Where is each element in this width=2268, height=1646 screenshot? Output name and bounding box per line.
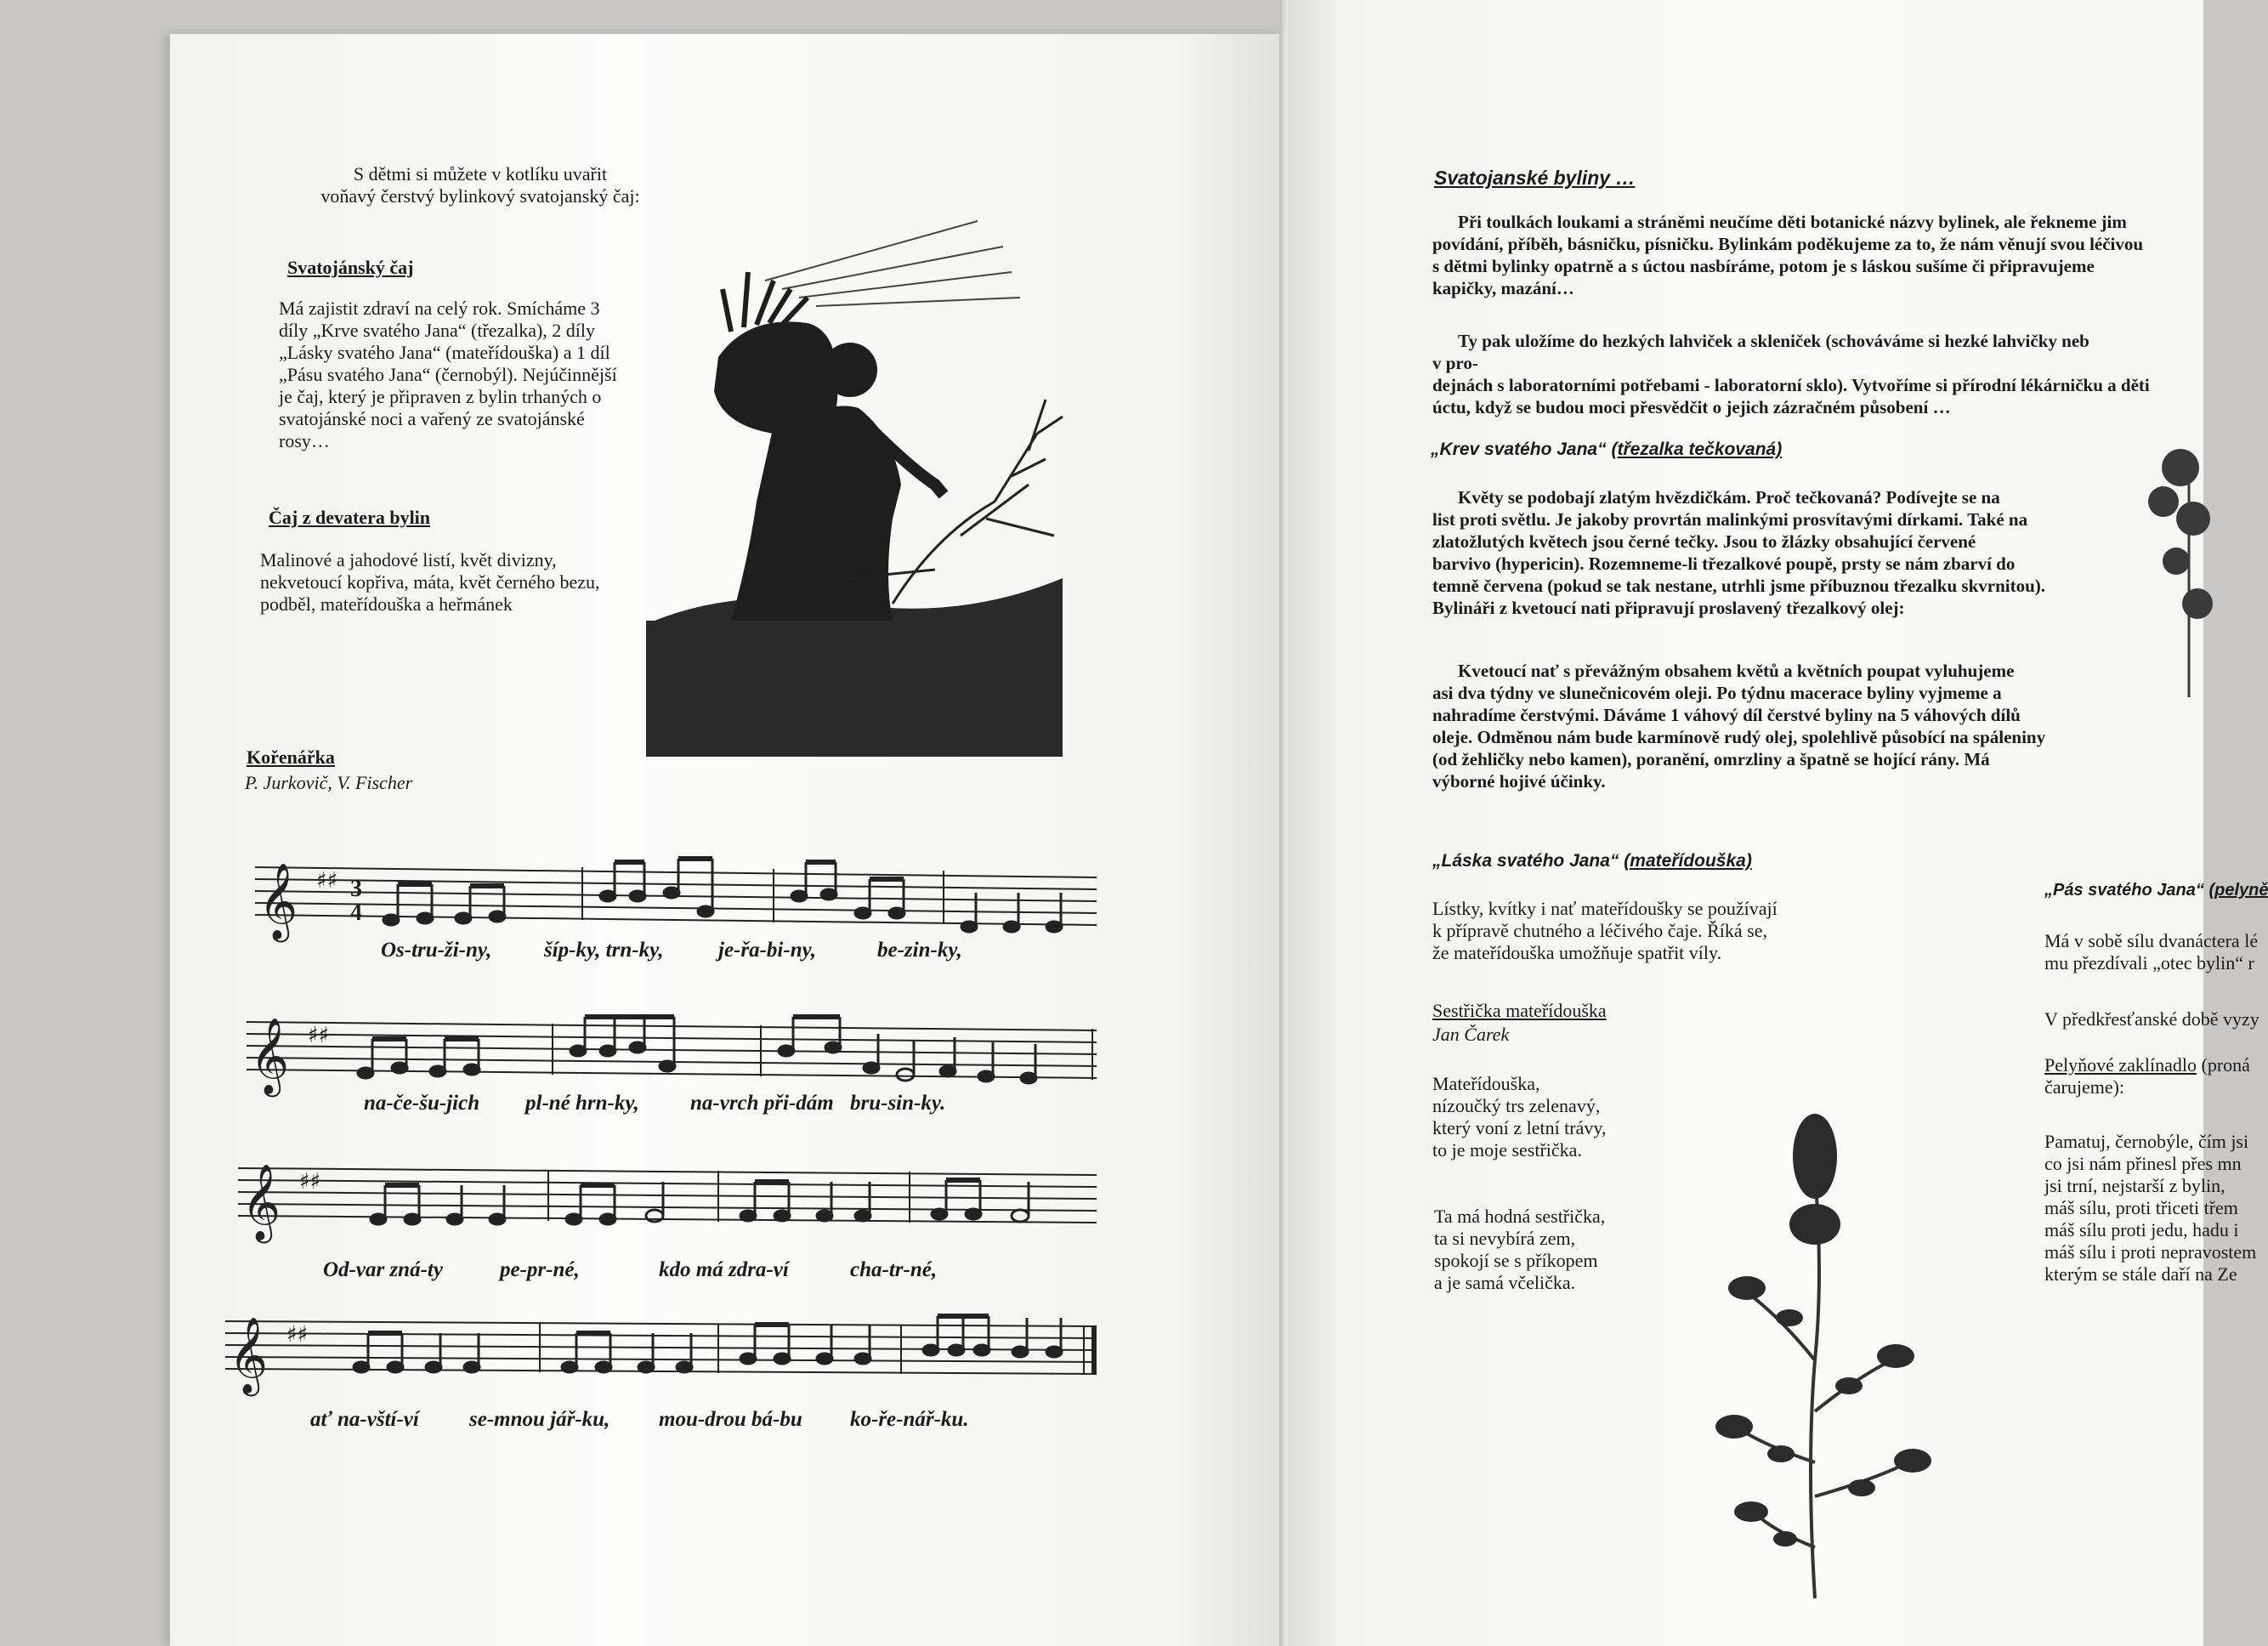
time-signature-bottom: 4 [350, 900, 362, 926]
lyric-4-2: se-mnou jář-ku, [469, 1408, 610, 1431]
krev-text: Květy se podobají zlatým hvězdičkám. Proč tečkovaná? Podívejte se na list proti světlu. Je jakoby provrtán malinkými prosvítavými dírkami. Také na zlatožlutých květech jsou černé tečky. Jsou to žlázky obsahující červené barvivo (hypericin). Rozemneme-li třezalkové poupě, prsty se nám zbarví do temně červena (pokud se tak nestane, utrhli jsme příbuznou třezalku skvrnitou). Bylináři z kvetoucí nati připravují proslavený třezalkový olej: [1432, 487, 2046, 618]
poem-stanza-1: Mateřídouška, nízoučký trs zelenavý, který voní z letní trávy, to je moje sestřička. [1432, 1073, 1607, 1161]
lyric-4-4: ko-ře-nář-ku. [850, 1408, 969, 1431]
treble-clef-icon: 𝄞 [258, 863, 298, 939]
treble-clef-icon: 𝄞 [250, 1018, 290, 1094]
heading-pas-svateho-jana: „Pás svatého Jana“ (pelyně [2044, 881, 2268, 900]
heading-svatojanske-byliny: Svatojanské byliny … [1434, 167, 1636, 189]
key-signature-icon: ♯♯ [299, 1169, 321, 1195]
tea2-text: Malinové a jahodové listí, květ divizny, nekvetoucí kopřiva, máta, květ černého bezu, podběl, mateřídouška a heřmánek [260, 549, 600, 615]
lyric-1-2: šíp-ky, trn-ky, [544, 939, 664, 962]
left-page [170, 34, 1284, 1646]
oil-recipe-text: Kvetoucí nať s převážným obsahem květů a květních poupat vyluhujeme asi dva týdny ve slunečnicovém oleji. Po týdnu macerace byliny vyjmeme a nahradíme čerstvými. Dáváme 1 váhový díl čerstvé byliny na 5 váhových dílů oleje. Odměnou nám bude karmínově rudý olej, spolehlivě působící na spáleniny (od žehličky nebo kamen), poranění, omrzliny a špatně se hojící rány. Má výborné hojivé účinky. [1432, 661, 2046, 792]
lyric-3-3: kdo má zdra-ví [659, 1258, 789, 1281]
poem-title: Sestřička mateřídouška [1432, 1000, 1607, 1021]
poem-author: Jan Čarek [1432, 1024, 1510, 1045]
lyric-1-3: je-řa-bi-ny, [718, 939, 817, 962]
key-signature-icon: ♯♯ [316, 868, 338, 894]
music-staff-3 [230, 1148, 1105, 1250]
right-page [1288, 0, 2268, 1646]
heading-svatojansky-caj: Svatojánský čaj [287, 257, 414, 278]
laska-text: Lístky, kvítky i nať mateřídoušky se používají k přípravě chutného a léčivého čaje. Říká se, že mateřídouška umožňuje spatřit víly. [1432, 898, 1778, 963]
lyric-1-1: Os-tru-ži-ny, [381, 939, 492, 962]
treble-clef-icon: 𝄞 [241, 1164, 281, 1240]
lyric-2-3: na-vrch při-dám [690, 1092, 834, 1115]
heading-laska-svateho-jana: „Láska svatého Jana“ (mateřídouška) [1432, 851, 1752, 871]
charm-heading: Pelyňové zaklínadlo (proná čarujeme): [2044, 1054, 2250, 1098]
intro-text: S dětmi si můžete v kotlíku uvařit voňavý čerstvý bylinkový svatojanský čaj: [320, 163, 640, 207]
storage-paragraph: Ty pak uložíme do hezkých lahviček a skleniček (schováváme si hezké lahvičky neb v pro- dejnách s laboratorními potřebami - laboratorní sklo). Vytvoříme si přírodní lékárničku a děti úctu, když se budou moci přesvědčit o jejich zázračném působení … [1432, 331, 2150, 417]
pas-text: Má v sobě sílu dvanáctera lé mu přezdívali „otec bylin“ r [2044, 930, 2259, 973]
lyric-2-1: na-če-šu-jich [364, 1092, 480, 1115]
charm-text: Pamatuj, černobýle, čím jsi co jsi nám přinesl přes mn jsi trní, nejstarší z bylin, máš sílu, proti třiceti třem máš sílu proti jedu, hadu i máš sílu i proti nepravostem kterým se stále daří na Ze [2044, 1131, 2257, 1285]
music-staff-1 [247, 850, 1105, 952]
lyric-4-3: mou-drou bá-bu [659, 1408, 802, 1431]
tea1-text: Má zajistit zdraví na celý rok. Smícháme 3 díly „Krve svatého Jana“ (třezalka), 2 díly „Lásky svatého Jana“ (mateřídouška) a 1 díl „Pásu svatého Jana“ (černobýl). Nejúčinnější je čaj, který je připraven z bylin trhaných o svatojánské noci a vařený ze svatojánské rosy… [279, 298, 617, 451]
key-signature-icon: ♯♯ [286, 1322, 309, 1348]
lyric-1-4: be-zin-ky, [877, 939, 962, 962]
lyric-3-1: Od-var zná-ty [323, 1258, 443, 1281]
song-title: Kořenářka [247, 746, 335, 768]
lyric-3-2: pe-pr-né, [500, 1258, 580, 1281]
music-staff-4 [217, 1301, 1105, 1403]
music-staff-2 [238, 1003, 1105, 1105]
thyme-plant-illustration [1687, 1105, 1993, 1615]
lyric-2-2: pl-né hrn-ky, [525, 1092, 639, 1115]
time-signature-top: 3 [350, 876, 362, 902]
heading-krev-svateho-jana: „Krev svatého Jana“ (třezalka tečkovaná) [1431, 440, 1783, 459]
st-johns-wort-illustration [2129, 442, 2203, 697]
treble-clef-icon: 𝄞 [229, 1317, 269, 1393]
intro-paragraph: Při toulkách loukami a stráněmi neučíme děti botanické názvy bylinek, ale řekneme jim povídání, příběh, básničku, písničku. Bylinkám poděkujeme za to, že nám věnují svou léčivou s dětmi bylinky opatrně a s úctou nasbíráme, potom je s láskou sušíme či připravujeme kapičky, mazání… [1432, 212, 2144, 298]
song-authors: P. Jurkovič, V. Fischer [245, 772, 413, 793]
lyric-3-4: cha-tr-né, [850, 1258, 938, 1281]
key-signature-icon: ♯♯ [308, 1023, 330, 1048]
herb-gatherer-illustration [638, 179, 1071, 757]
poem-stanza-2: Ta má hodná sestřička, ta si nevybírá zem, spokojí se s příkopem a je samá včelička. [1434, 1206, 1606, 1293]
lyric-4-1: ať na-vští-ví [310, 1408, 419, 1431]
lyric-2-4: bru-sin-ky. [850, 1092, 946, 1115]
heading-caj-z-devatera-bylin: Čaj z devatera bylin [269, 507, 431, 528]
pas-text-2: V předkřesťanské době vyzy [2044, 1008, 2259, 1030]
